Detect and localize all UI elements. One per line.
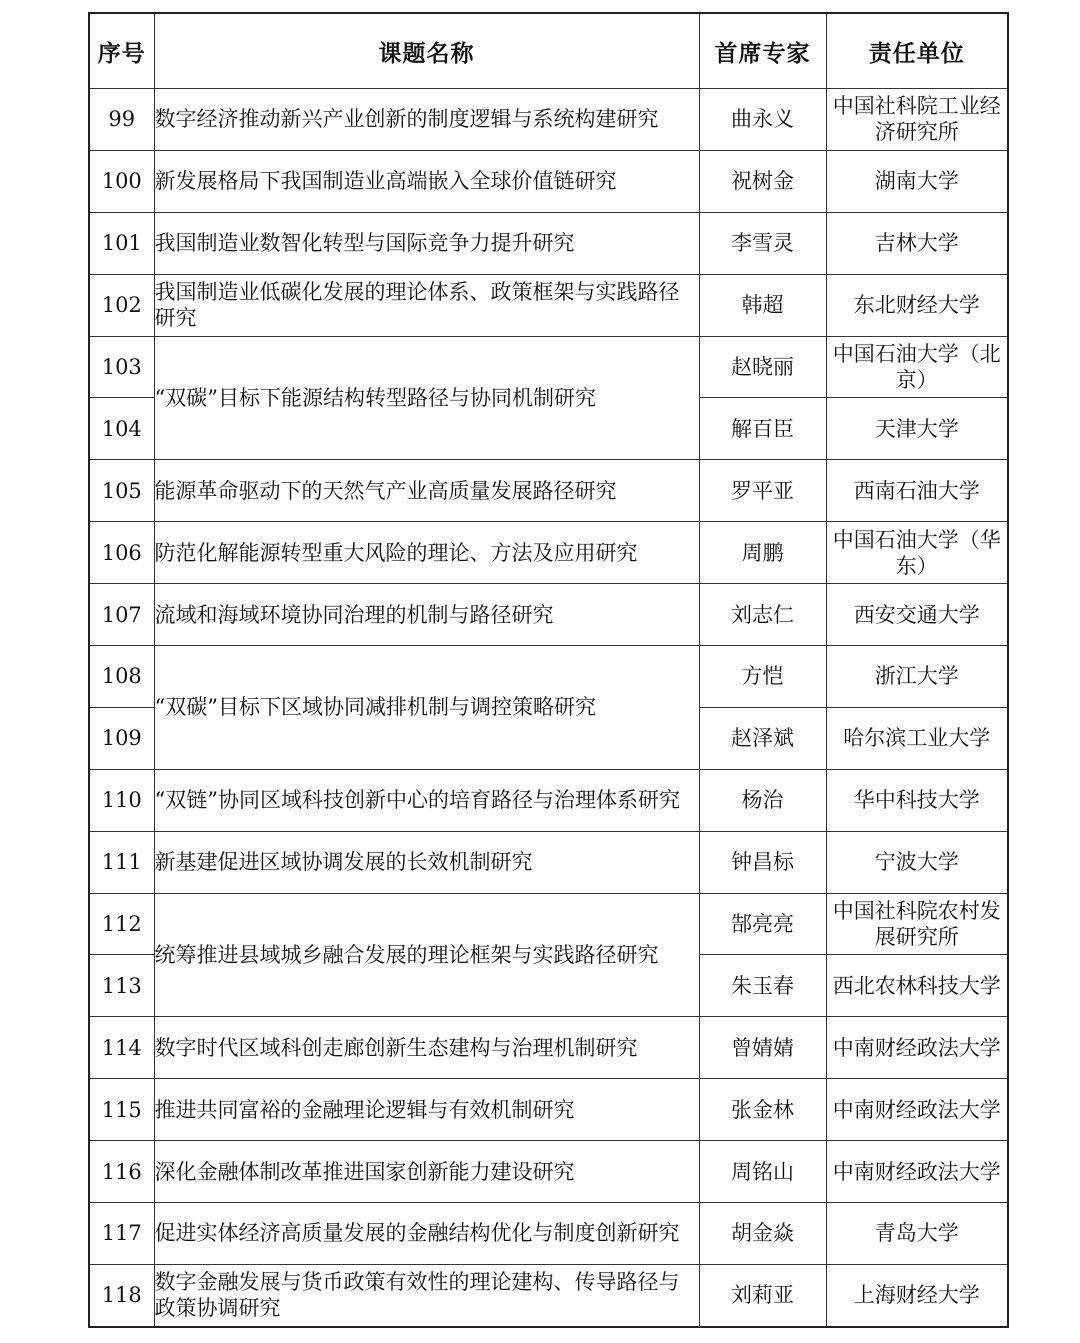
- row-unit: 上海财经大学: [826, 1264, 1008, 1326]
- row-title: “双链”协同区域科技创新中心的培育路径与治理体系研究: [154, 769, 699, 831]
- row-expert: 曲永义: [699, 89, 826, 151]
- table-row: [89, 1079, 1008, 1141]
- row-unit: 宁波大学: [826, 831, 1008, 893]
- table-row: [89, 522, 1008, 584]
- row-num: 113: [89, 955, 154, 1017]
- table-row: [89, 89, 1008, 151]
- row-num: 118: [89, 1264, 154, 1326]
- row-unit: 天津大学: [826, 398, 1008, 460]
- row-num: 103: [89, 336, 154, 398]
- table-row: [89, 584, 1008, 646]
- row-num: 112: [89, 893, 154, 955]
- row-unit: 中国石油大学（北京）: [826, 336, 1008, 398]
- row-title: 数字经济推动新兴产业创新的制度逻辑与系统构建研究: [154, 89, 699, 151]
- row-expert: 方恺: [699, 646, 826, 708]
- row-expert: 刘莉亚: [699, 1264, 826, 1326]
- row-title: 能源革命驱动下的天然气产业高质量发展路径研究: [154, 460, 699, 522]
- row-title: 促进实体经济高质量发展的金融结构优化与制度创新研究: [154, 1203, 699, 1265]
- row-expert: 罗平亚: [699, 460, 826, 522]
- row-expert: 赵晓丽: [699, 336, 826, 398]
- row-num: 106: [89, 522, 154, 584]
- row-title: 推进共同富裕的金融理论逻辑与有效机制研究: [154, 1079, 699, 1141]
- table-row: [89, 212, 1008, 274]
- row-num: 107: [89, 584, 154, 646]
- row-title: 防范化解能源转型重大风险的理论、方法及应用研究: [154, 522, 699, 584]
- row-num: 114: [89, 1017, 154, 1079]
- row-unit: 湖南大学: [826, 150, 1008, 212]
- table-row: [89, 1264, 1008, 1326]
- header-num: 序号: [89, 13, 154, 89]
- row-title: “双碳”目标下区域协同减排机制与调控策略研究: [154, 646, 699, 770]
- row-title: 深化金融体制改革推进国家创新能力建设研究: [154, 1141, 699, 1203]
- table-header-row: [89, 13, 1008, 89]
- row-unit: 中南财经政法大学: [826, 1017, 1008, 1079]
- row-unit: 浙江大学: [826, 646, 1008, 708]
- row-unit: 西南石油大学: [826, 460, 1008, 522]
- row-title: 我国制造业低碳化发展的理论体系、政策框架与实践路径研究: [154, 274, 699, 336]
- row-expert: 郜亮亮: [699, 893, 826, 955]
- table-row: [89, 460, 1008, 522]
- row-num: 109: [89, 707, 154, 769]
- header-title: 课题名称: [154, 13, 699, 89]
- table-row: [89, 336, 1008, 398]
- table-row: [89, 274, 1008, 336]
- row-num: 110: [89, 769, 154, 831]
- row-title: 流域和海域环境协同治理的机制与路径研究: [154, 584, 699, 646]
- row-title: 数字金融发展与货币政策有效性的理论建构、传导路径与政策协调研究: [154, 1264, 699, 1326]
- table-row: [89, 831, 1008, 893]
- row-unit: 中国石油大学（华东）: [826, 522, 1008, 584]
- row-num: 116: [89, 1141, 154, 1203]
- row-title: 新基建促进区域协调发展的长效机制研究: [154, 831, 699, 893]
- row-title: 新发展格局下我国制造业高端嵌入全球价值链研究: [154, 150, 699, 212]
- row-num: 111: [89, 831, 154, 893]
- table-row: [89, 769, 1008, 831]
- row-expert: 韩超: [699, 274, 826, 336]
- row-unit: 中国社科院工业经济研究所: [826, 89, 1008, 151]
- row-num: 105: [89, 460, 154, 522]
- row-unit: 华中科技大学: [826, 769, 1008, 831]
- header-unit: 责任单位: [826, 13, 1008, 89]
- row-expert: 曾婧婧: [699, 1017, 826, 1079]
- row-num: 104: [89, 398, 154, 460]
- row-expert: 胡金焱: [699, 1203, 826, 1265]
- table-row: [89, 646, 1008, 708]
- row-unit: 中南财经政法大学: [826, 1141, 1008, 1203]
- row-unit: 中国社科院农村发展研究所: [826, 893, 1008, 955]
- row-expert: 刘志仁: [699, 584, 826, 646]
- table-row: [89, 150, 1008, 212]
- row-expert: 李雪灵: [699, 212, 826, 274]
- table-row: [89, 1141, 1008, 1203]
- row-expert: 杨治: [699, 769, 826, 831]
- row-expert: 解百臣: [699, 398, 826, 460]
- row-num: 99: [89, 89, 154, 151]
- row-unit: 中南财经政法大学: [826, 1079, 1008, 1141]
- table-row: [89, 893, 1008, 955]
- project-table: [88, 12, 1009, 1328]
- row-expert: 周铭山: [699, 1141, 826, 1203]
- row-expert: 周鹏: [699, 522, 826, 584]
- row-unit: 吉林大学: [826, 212, 1008, 274]
- row-num: 108: [89, 646, 154, 708]
- row-num: 102: [89, 274, 154, 336]
- header-expert: 首席专家: [699, 13, 826, 89]
- row-expert: 朱玉春: [699, 955, 826, 1017]
- row-unit: 青岛大学: [826, 1203, 1008, 1265]
- row-num: 101: [89, 212, 154, 274]
- row-title: 统筹推进县域城乡融合发展的理论框架与实践路径研究: [154, 893, 699, 1017]
- row-expert: 钟昌标: [699, 831, 826, 893]
- row-num: 100: [89, 150, 154, 212]
- row-title: “双碳”目标下能源结构转型路径与协同机制研究: [154, 336, 699, 460]
- row-title: 数字时代区域科创走廊创新生态建构与治理机制研究: [154, 1017, 699, 1079]
- row-unit: 西安交通大学: [826, 584, 1008, 646]
- row-unit: 东北财经大学: [826, 274, 1008, 336]
- row-num: 117: [89, 1203, 154, 1265]
- table-row: [89, 1203, 1008, 1265]
- row-expert: 张金林: [699, 1079, 826, 1141]
- row-num: 115: [89, 1079, 154, 1141]
- table-row: [89, 1017, 1008, 1079]
- row-unit: 哈尔滨工业大学: [826, 707, 1008, 769]
- row-unit: 西北农林科技大学: [826, 955, 1008, 1017]
- row-title: 我国制造业数智化转型与国际竞争力提升研究: [154, 212, 699, 274]
- row-expert: 赵泽斌: [699, 707, 826, 769]
- row-expert: 祝树金: [699, 150, 826, 212]
